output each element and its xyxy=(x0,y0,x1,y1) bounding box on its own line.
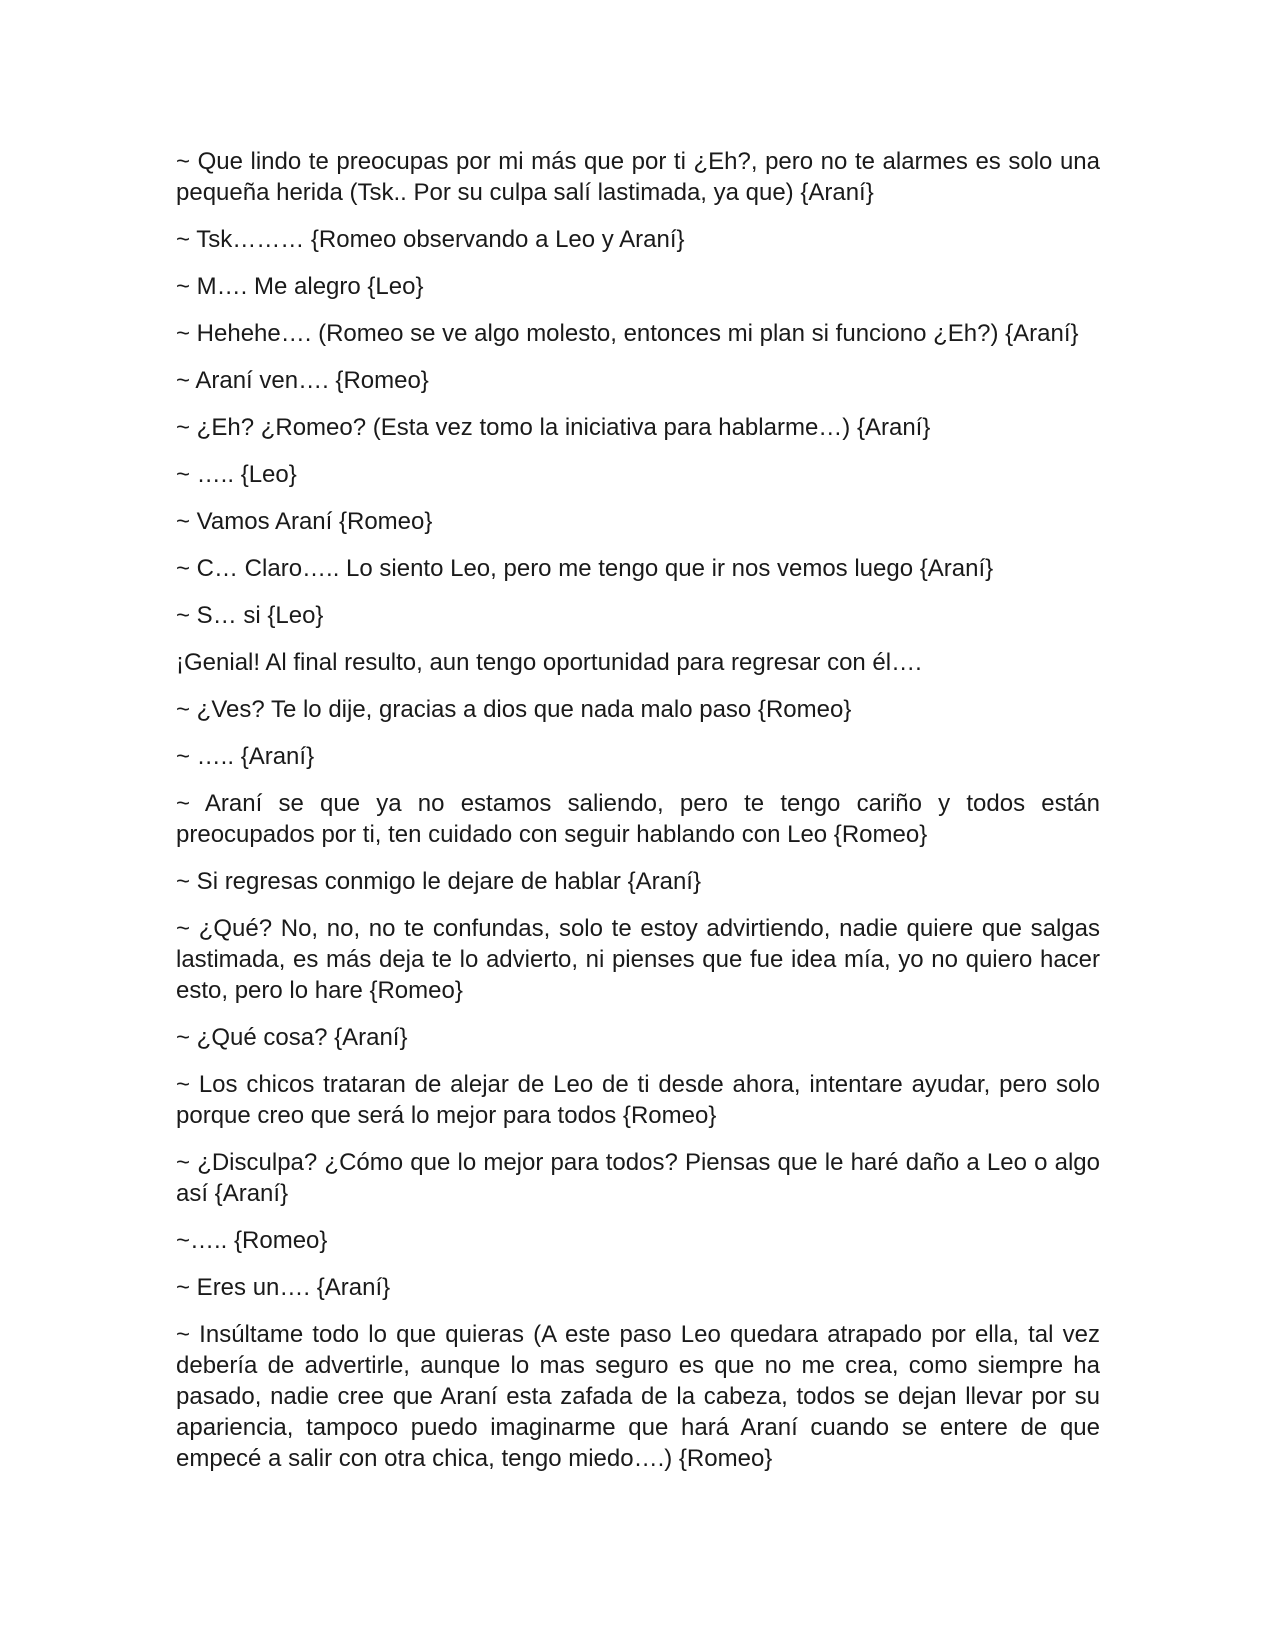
paragraph-11: ¡Genial! Al final resulto, aun tengo oportunidad para regresar con él…. xyxy=(176,649,922,676)
paragraph-3: ~ M…. Me alegro {Leo} xyxy=(176,273,424,300)
paragraph-6: ~ ¿Eh? ¿Romeo? (Esta vez tomo la iniciativa para hablarme…) {Araní} xyxy=(176,414,931,441)
paragraph-20: ~….. {Romeo} xyxy=(176,1227,328,1254)
paragraph-14: ~ Araní se que ya no estamos saliendo, pero te tengo cariño y todos están preocupados por ti, ten cuidado con seguir hablando con Leo {Romeo} xyxy=(176,790,1100,848)
paragraph-18: ~ Los chicos trataran de alejar de Leo de ti desde ahora, intentare ayudar, pero solo porque creo que será lo mejor para todos {Romeo} xyxy=(176,1071,1100,1129)
paragraph-12: ~ ¿Ves? Te lo dije, gracias a dios que nada malo paso {Romeo} xyxy=(176,696,852,723)
paragraph-10: ~ S… si {Leo} xyxy=(176,602,324,629)
paragraph-8: ~ Vamos Araní {Romeo} xyxy=(176,508,433,535)
paragraph-4: ~ Hehehe…. (Romeo se ve algo molesto, entonces mi plan si funciono ¿Eh?) {Araní} xyxy=(176,320,1079,347)
paragraph-21: ~ Eres un…. {Araní} xyxy=(176,1274,391,1301)
paragraph-22: ~ Insúltame todo lo que quieras (A este paso Leo quedara atrapado por ella, tal vez debería de advertirle, aunque lo mas seguro es que no me crea, como siempre ha pasado, nadie cree que Araní esta zafada de la cabeza, todos se dejan llevar por su apariencia, tampoco puedo imaginarme que hará Araní cuando se entere de que empecé a salir con otra chica, tengo miedo….) {Romeo} xyxy=(176,1321,1100,1472)
paragraph-13: ~ ….. {Araní} xyxy=(176,743,315,770)
paragraph-2: ~ Tsk……… {Romeo observando a Leo y Araní} xyxy=(176,226,685,253)
paragraph-15: ~ Si regresas conmigo le dejare de hablar {Araní} xyxy=(176,868,701,895)
paragraph-1: ~ Que lindo te preocupas por mi más que por ti ¿Eh?, pero no te alarmes es solo una pequeña herida (Tsk.. Por su culpa salí lastimada, ya que) {Araní} xyxy=(176,148,1100,206)
paragraph-5: ~ Araní ven…. {Romeo} xyxy=(176,367,429,394)
paragraph-9: ~ C… Claro….. Lo siento Leo, pero me tengo que ir nos vemos luego {Araní} xyxy=(176,555,994,582)
paragraph-17: ~ ¿Qué cosa? {Araní} xyxy=(176,1024,408,1051)
paragraph-16: ~ ¿Qué? No, no, no te confundas, solo te estoy advirtiendo, nadie quiere que salgas lastimada, es más deja te lo advierto, ni pienses que fue idea mía, yo no quiero hacer esto, pero lo hare {Romeo} xyxy=(176,915,1100,1004)
document-page xyxy=(176,146,1100,1490)
paragraph-7: ~ ….. {Leo} xyxy=(176,461,297,488)
paragraph-19: ~ ¿Disculpa? ¿Cómo que lo mejor para todos? Piensas que le haré daño a Leo o algo así {Araní} xyxy=(176,1149,1100,1207)
